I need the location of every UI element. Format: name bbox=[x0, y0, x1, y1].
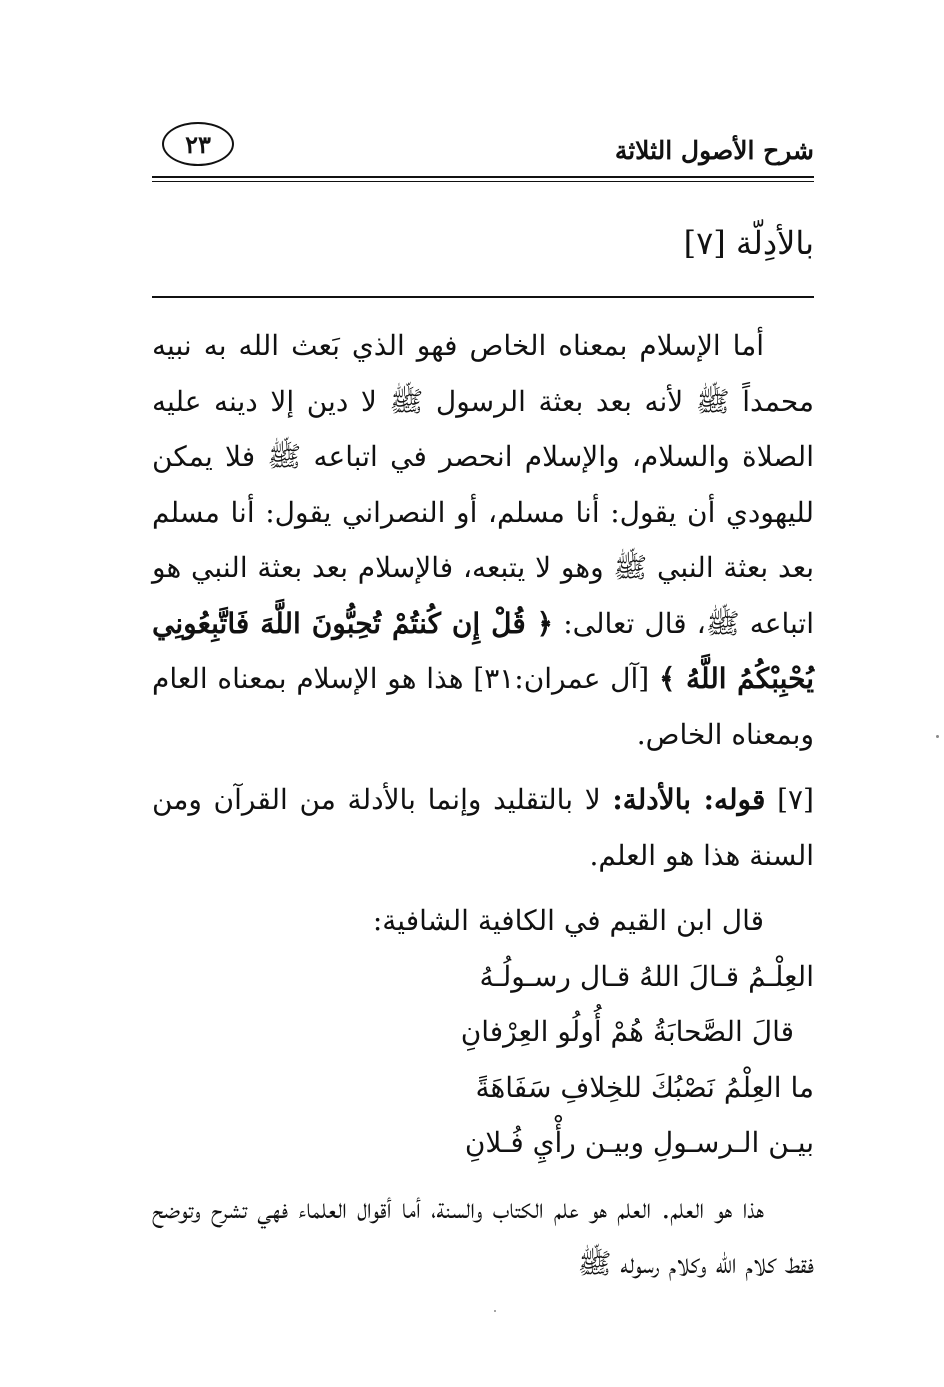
running-title: شرح الأصول الثلاثة bbox=[614, 136, 814, 165]
note-label: قوله: بالأدلة: bbox=[612, 783, 766, 816]
body-text bbox=[152, 318, 814, 1292]
scan-speck bbox=[936, 735, 939, 738]
poem-intro: قال ابن القيم في الكافية الشافية: bbox=[372, 904, 764, 937]
paragraph-text: أما الإسلام بمعناه الخاص فهو الذي بَعث الله به نبيه محمداً ﷺ لأنه بعد بعثة الرسول ﷺ لا دين إلا دينه عليه الصلاة والسلام، والإسلام انحصر في اتباعه ﷺ فلا يمكن لليهودي أن يقول: أنا مسلم، أو النصراني يقول: أنا مسلم بعد بعثة النبي ﷺ وهو لا يتبعه، فالإسلام بعد بعثة النبي هو اتباعه ﷺ، قال تعالى: bbox=[152, 329, 815, 640]
page-header bbox=[150, 118, 814, 178]
footnote-paragraph bbox=[152, 772, 814, 883]
poem bbox=[152, 949, 814, 1171]
closing-paragraph: هذا هو العلم. العلم هو علم الكتاب والسنة، أما أقوال العلماء فهي تشرح وتوضح فقط كلام الله وكلام رسوله ﷺ bbox=[152, 1191, 814, 1280]
scan-speck bbox=[494, 1310, 496, 1312]
poem-verse: ما العِلْمُ نَصْبُكَ للخِلافِ سَفَاهَةً bbox=[475, 1070, 814, 1104]
poem-verse: العِلْـمُ قـالَ اللهُ قـال رسـولُـهُ bbox=[479, 959, 814, 993]
poem-verse: بيـن الـرسـولِ وبيـن رأْيِ فُـلانِ bbox=[464, 1126, 814, 1159]
note-text: لا بالتقليد وإنما بالأدلة من القرآن ومن السنة هذا هو العلم. bbox=[152, 783, 814, 872]
section-heading: بالأدِلّة [٧] bbox=[683, 224, 814, 262]
page-number-badge: ٢٣ bbox=[162, 122, 234, 166]
header-double-rule bbox=[152, 176, 814, 182]
paragraph-text-end: [آل عمران:٣١] هذا هو الإسلام بمعناه العام وبمعناه الخاص. bbox=[152, 662, 814, 751]
quran-verse: ﴿ قُلْ إِن كُنتُمْ تُحِبُّونَ اللَّهَ فَاتَّبِعُونِي يُحْبِبْكُمُ اللَّهُ ﴾ bbox=[152, 606, 814, 695]
note-number: [٧] bbox=[777, 783, 814, 816]
section-rule bbox=[152, 296, 814, 298]
paragraph-islam-specific bbox=[152, 318, 814, 762]
poem-verse: قالَ الصَّحابَةُ هُمْ أُولُو العِرْفانِ bbox=[460, 1015, 794, 1048]
